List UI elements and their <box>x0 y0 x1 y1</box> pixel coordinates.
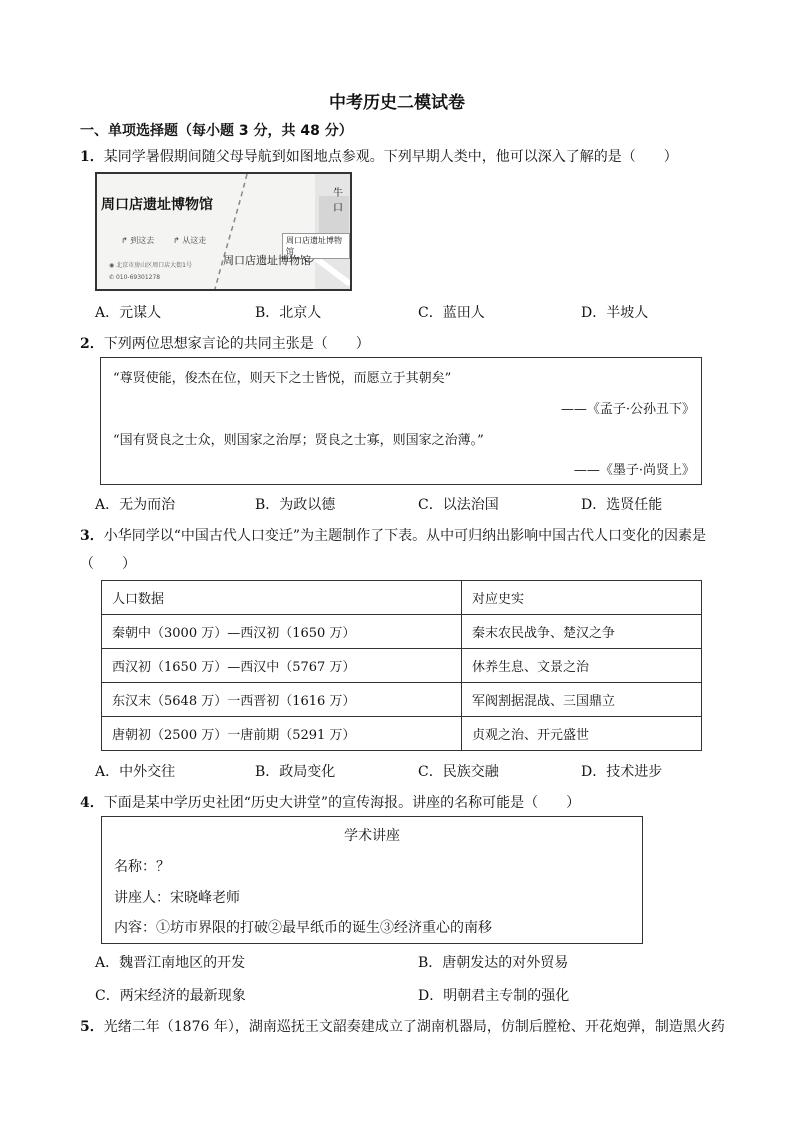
option-b[interactable]: B．政局变化 <box>255 764 336 780</box>
quote-mencius: “尊贤使能，俊杰在位，则天下之士皆悦，而愿立于其朝矣” <box>113 371 452 386</box>
turn-arrow-icon: ↱ <box>121 236 128 245</box>
table-cell: 秦朝中（3000 万）—西汉初（1650 万） <box>102 615 462 649</box>
poster-speaker: 讲座人：宋晓峰老师 <box>114 890 240 906</box>
phone-icon: ✆ <box>109 274 115 281</box>
section-heading: 一、单项选择题（每小题 3 分，共 48 分） <box>80 123 353 139</box>
map-background <box>97 174 350 289</box>
option-b[interactable]: B．北京人 <box>255 305 322 321</box>
question-number: 3． <box>80 528 104 544</box>
option-a[interactable]: A．中外交往 <box>95 764 176 780</box>
table-cell: 休养生息、文景之治 <box>462 649 702 683</box>
option-d[interactable]: D．半坡人 <box>581 305 649 321</box>
table-row <box>102 717 702 751</box>
quotes-box <box>100 357 702 485</box>
table-cell: 秦末农民战争、楚汉之争 <box>462 615 702 649</box>
question-number: 1． <box>80 149 104 165</box>
poster-content: 内容：①坊市界限的打破②最早纸币的诞生③经济重心的南移 <box>114 920 492 936</box>
page-title: 中考历史二模试卷 <box>329 93 465 113</box>
option-c[interactable]: C．两宋经济的最新现象 <box>95 988 246 1004</box>
map-corner-label: 牛口 <box>333 188 343 214</box>
table-cell: 东汉末（5648 万）一西晋初（1616 万） <box>102 683 462 717</box>
map-screenshot <box>95 172 352 291</box>
table-row <box>102 683 702 717</box>
column-header: 人口数据 <box>102 581 462 615</box>
option-a[interactable]: A．魏晋江南地区的开发 <box>95 955 246 971</box>
question-1 <box>80 146 678 166</box>
option-b[interactable]: B．为政以德 <box>255 497 336 513</box>
question-number: 5． <box>80 1019 104 1035</box>
population-table <box>101 580 702 751</box>
question-3 <box>80 525 706 545</box>
question-number: 4． <box>80 795 104 811</box>
question-2 <box>80 333 370 353</box>
location-pin-icon: ◉ <box>109 262 115 269</box>
question-text: 下面是某中学历史社团“历史大讲堂”的宣传海报。讲座的名称可能是（ ） <box>103 795 581 811</box>
poster-name: 名称：？ <box>114 859 170 875</box>
option-c[interactable]: C．蓝田人 <box>418 305 485 321</box>
question-text: 某同学暑假期间随父母导航到如图地点参观。下列早期人类中，他可以深入了解的是（ ） <box>103 149 678 165</box>
option-a[interactable]: A．无为而治 <box>95 497 176 513</box>
option-c[interactable]: C．民族交融 <box>418 764 499 780</box>
option-d[interactable]: D．选贤任能 <box>581 497 663 513</box>
turn-arrow-icon: ↱ <box>173 236 180 245</box>
table-cell: 贞观之治、开元盛世 <box>462 717 702 751</box>
question-3-answer-blank: （ ） <box>80 556 136 572</box>
map-place-label: 周口店遗址博物馆 <box>223 254 311 267</box>
lecture-poster <box>101 816 643 944</box>
column-header: 对应史实 <box>462 581 702 615</box>
question-text: 光绪二年（1876 年），湖南巡抚王文韶奏建成立了湖南机器局，仿制后膛枪、开花炮弹，制造黑火药 <box>103 1019 725 1035</box>
question-text: 小华同学以“中国古代人口变迁”为主题制作了下表。从中可归纳出影响中国古代人口变化的因素是 <box>103 528 707 544</box>
phone-line: ✆ 010-69301278 <box>109 274 161 281</box>
route-to-button[interactable]: ↱ 到这去 <box>121 236 155 245</box>
option-d[interactable]: D．技术进步 <box>581 764 663 780</box>
question-text: 下列两位思想家言论的共同主张是（ ） <box>103 336 370 352</box>
option-c[interactable]: C．以法治国 <box>418 497 499 513</box>
question-number: 2． <box>80 336 104 352</box>
table-row <box>102 649 702 683</box>
option-b[interactable]: B．唐朝发达的对外贸易 <box>418 955 569 971</box>
table-row <box>102 615 702 649</box>
map-place-title: 周口店遗址博物馆 <box>101 197 213 213</box>
table-header-row <box>102 581 702 615</box>
table-cell: 西汉初（1650 万）—西汉中（5767 万） <box>102 649 462 683</box>
address-line: ◉ 北京市房山区周口店大街1号 <box>109 262 192 269</box>
poster-heading: 学术讲座 <box>344 828 400 844</box>
route-from-button[interactable]: ↱ 从这走 <box>173 236 207 245</box>
quote-mozi: “国有贤良之士众，则国家之治厚；贤良之士寡，则国家之治薄。” <box>113 433 484 448</box>
question-4 <box>80 792 580 812</box>
source-mozi: ——《墨子·尚贤上》 <box>573 463 695 478</box>
source-mencius: ——《孟子·公孙丑下》 <box>560 402 695 417</box>
table-cell: 军阀割据混战、三国鼎立 <box>462 683 702 717</box>
poi-tooltip[interactable]: 周口店遗址博物馆 <box>282 233 350 259</box>
option-d[interactable]: D．明朝君主专制的强化 <box>418 988 570 1004</box>
question-5 <box>80 1016 725 1036</box>
option-a[interactable]: A．元谋人 <box>95 305 162 321</box>
table-cell: 唐朝初（2500 万）一唐前期（5291 万） <box>102 717 462 751</box>
